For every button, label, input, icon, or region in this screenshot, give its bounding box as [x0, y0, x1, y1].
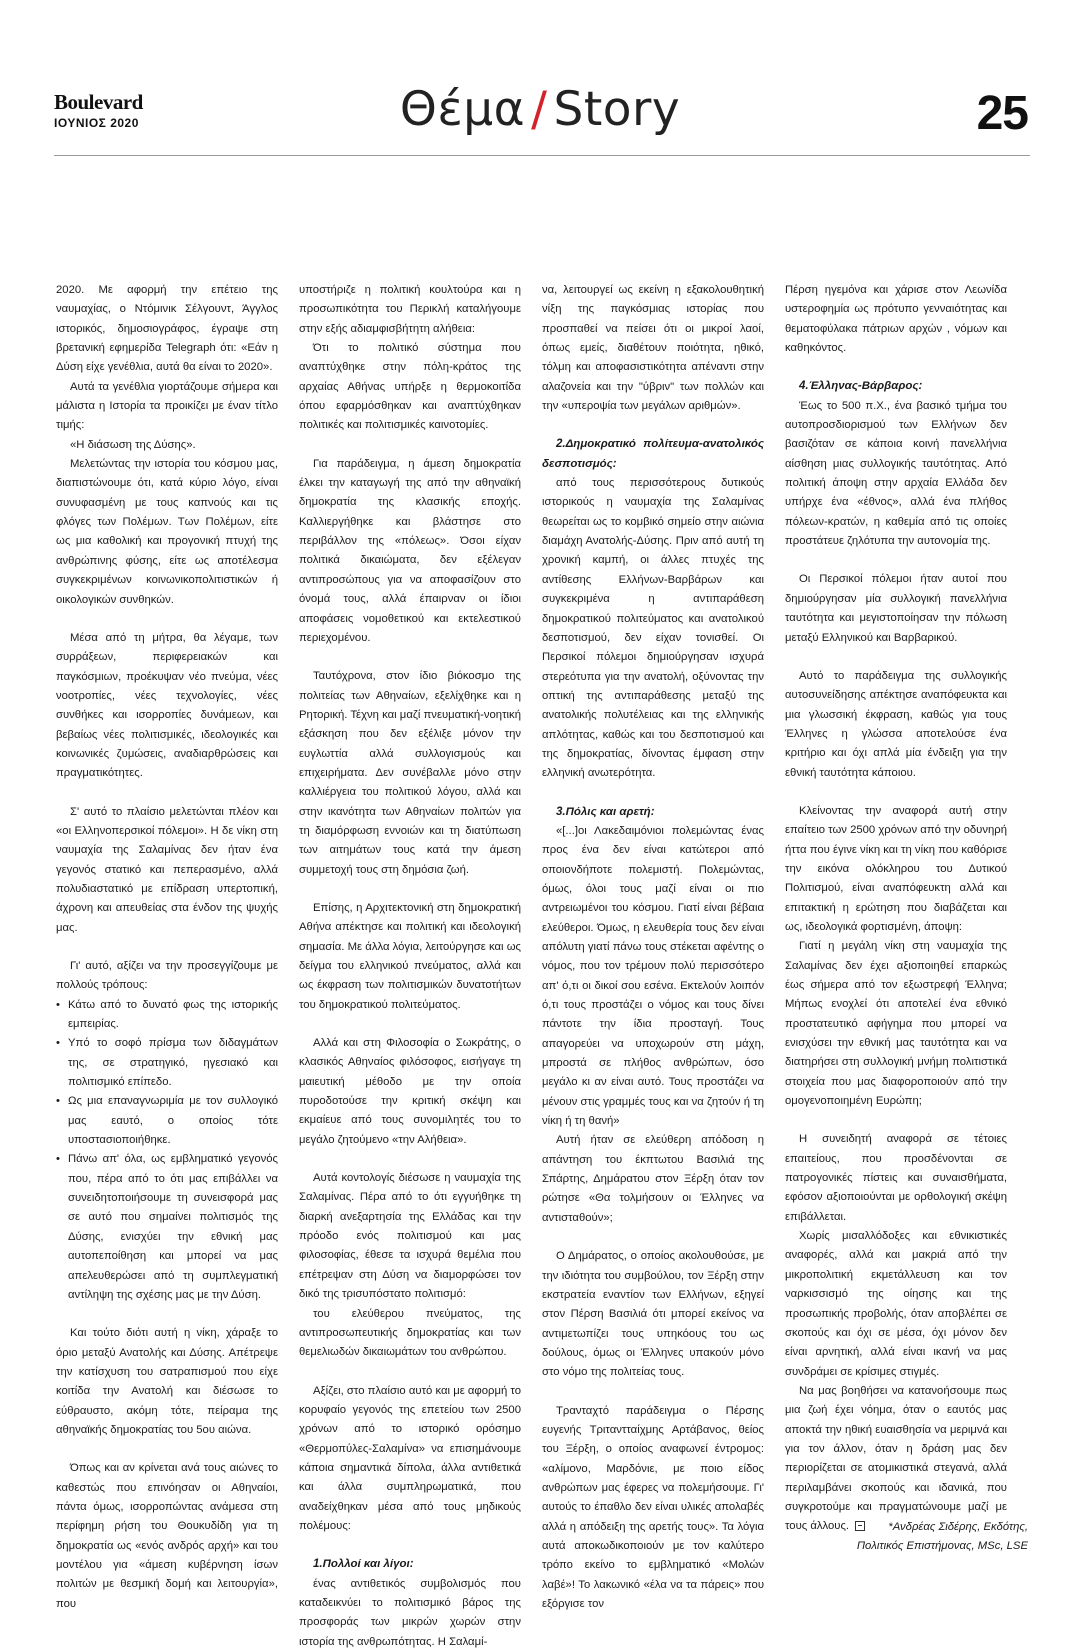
article-column-3: [542, 281, 764, 1614]
paragraph: Μέσα από τη μήτρα, θα λέγαμε, των συρράξεων, περιφερειακών και παγκόσμιων, προέκυψαν νέο πνεύμα, νέες νοοτροπίες, νέες τεχνολογίες, νέες συνθήκες και ισορροπίες δυνάμεων, και βεβαίως νέες πολιτισμικές, ιδεολογικές και κοινωνικές ζυμώσεις, αναδιαρθρώσεις και πραγματικότητες.: [56, 631, 278, 780]
article-column-1: [56, 281, 278, 1614]
article-column-2: [299, 281, 521, 1652]
paragraph: ένας αντιθετικός συμβολισμός που καταδεικνύει το πολιτισμικό βάρος της προσφοράς των μικρών χωρών στην ιστορία της ανθρωπότητας. Η Σαλαμί-: [299, 1577, 521, 1648]
paragraph: Έως το 500 π.Χ., ένα βασικό τμήμα του αυτοπροσδιορισμού των Ελλήνων δεν βασιζόταν σε κάποια κοινή πανελλήνια αίσθηση μιας συλλογικής ταυτότητας. Από πολιτική άποψη στην αρχαία Ελλάδα δεν υπήρχε ένα «έθνος», αλλά ένα πλήθος πόλεων-κρατών, η καθεμία από τις οποίες προστάτευε ζηλότυπα την αυτονομία της.: [785, 399, 1007, 548]
subheading: 1.Πολλοί και λίγοι:: [313, 1558, 414, 1571]
paragraph: Γιατί η μεγάλη νίκη στη ναυμαχία της Σαλαμίνας δεν έχει αξιοποιηθεί επαρκώς έως σήμερα από τον εξωστρεφή Έλληνα; Μήπως ενοχλεί ότι αποτελεί ένα εθνικό προστατευτικό αφήγημα που μπορεί να ενισχύσει την εθνική μας ταυτότητα και να διατηρήσει στη συλλογική μνήμη πολιτιστικά στοιχεία που μας διαφοροποιούν από την ομογενοποιημένη Ευρώπη;: [785, 940, 1007, 1108]
paragraph: Ότι το πολιτικό σύστημα που αναπτύχθηκε στην πόλη-κράτος της αρχαίας Αθήνας υπήρξε η θερμοκοιτίδα όπου εφαρμόσθηκαν και αναπτύχθηκαν πολιτικές και πολιτισμικές καινοτομίες.: [299, 342, 521, 432]
brand-logo: Boulevard: [54, 90, 143, 114]
bullet-item: • Υπό το σοφό πρίσμα των διδαγμάτων της, σε στρατηγικό, ηγεσιακό και πολιτισμικό επίπεδο.: [56, 1034, 278, 1092]
paragraph: Τρανταχτό παράδειγμα ο Πέρσης ευγενής Τριταντταίχμης Αρτάβανος, θείος του Ξέρξη, ο οποίος αναφωνεί έντρομος: «αλίμονο, Μαρδόνιε, με ποιο είδος ανθρώπων μας έφερες να πολεμήσουμε. Γι' αυτούς το έπαθλο δεν είναι υλικές απολαβές αλλά η απόδειξη της αρετής τους». Τα λόγια αυτά αποκωδικοποιούν με τον καλύτερο τρόπο εκείνο το εμβληματικό «Μολών λαβέ»! Το λακωνικό «έλα να τα πάρεις» που εξόργισε τον: [542, 1404, 764, 1610]
paragraph: Αυτό το παράδειγμα της συλλογικής αυτοσυνείδησης απέκτησε αναπόφευκτα και μια γλωσσική έκφραση, καθώς για τους Έλληνες η γλώσσα αποτελούσε ένα κριτήριο και όχι απλά μία ένδειξη για την εθνική ταυτότητα κάποιου.: [785, 669, 1007, 779]
author-title: Πολιτικός Επιστήμονας, MSc, LSE: [856, 1540, 1028, 1552]
paragraph: του ελεύθερου πνεύματος, της αντιπροσωπευτικής δημοκρατίας και των θεμελιωδών δικαιωμάτων του ανθρώπου.: [299, 1307, 521, 1359]
paragraph: Όπως και αν κρίνεται ανά τους αιώνες το καθεστώς που επινόησαν οι Αθηναίοι, πάντα όμως, ισορροπώντας ανάμεσα στη περίφημη ρήση του Θουκυδίδη για τη δημοκρατία ως «ενός ανδρός αρχή» και του μοντέλου για «άμεση κυβέρνηση ίσων πολιτών με θεσμική δομή και λειτουργία», που: [56, 1462, 278, 1610]
section-title-slash: /: [531, 82, 548, 137]
author-name: *Ανδρέας Σιδέρης, Εκδότης,: [888, 1521, 1028, 1533]
paragraph: από τους περισσότερους δυτικούς ιστορικούς η ναυμαχία της Σαλαμίνας θεωρείται ως το κομβικό σημείο στην αιώνια διαμάχη Ανατολής-Δύσης. Πριν από αυτή τη χρονική καμπή, οι άλλες πτυχές της αντίθεσης Ελλήνων-Βαρβάρων και συγκεκριμένα η αντιπαράθεση δημοκρατικού πολιτεύματος και ανατολικού δεσποτισμού, δεν είχαν τονισθεί. Οι Περσικοί πόλεμοι δημιούργησαν ισχυρά στερεότυπα για την ανατολή, οξύνοντας την οπτική της αντιπαράθεσης μεταξύ της ανατολικής πολυτέλειας και της ελληνικής απλότητας, καθώς και του δεσποτισμού και της δημοκρατίας, δίνοντας έμφαση στην ελληνική ανωτερότητα.: [542, 477, 764, 780]
paragraph: Μελετώντας την ιστορία του κόσμου μας, διαπιστώνουμε ότι, κατά κύριο λόγο, είναι συνυφασμένη με τους καπνούς και τις φλόγες των Πολέμων. Των Πολέμων, είτε ως μια καθολική και προγονική πτυχή της ανθρώπινης φύσης, είτε ως αποτέλεσμα συγκεκριμένων κοινωνικοπολιτιστικών ή οικολογικών συνθηκών.: [56, 458, 278, 606]
page-number: 25: [976, 87, 1028, 140]
paragraph: Κλείνοντας την αναφορά αυτή στην επαίτειο των 2500 χρόνων από την οδυνηρή ήττα που έγινε νίκη και τη νίκη που καθόρισε την εικόνα ολόκληρου του Δυτικού Πολιτισμού, είναι αναπόφευκτη αλλά και επιτακτική η ερώτηση που διαβάζεται και ως, ιδεολογικά φορτισμένη, άποψη:: [785, 804, 1007, 933]
paragraph: Επίσης, η Αρχιτεκτονική στη δημοκρατική Αθήνα απέκτησε και πολιτική και ιδεολογική σημασία. Με άλλα λόγια, λειτούργησε και ως δείγμα του ελληνικού πνεύματος, αλλά και ως έκφραση των πολιτισμικών δυνατοτήτων του δημοκρατικού πολιτεύματος.: [299, 901, 521, 1011]
paragraph: Χωρίς μισαλλόδοξες και εθνικιστικές αναφορές, αλλά και μακριά από την μικροπολιτική εκμετάλλευση και τον ναρκισσισμό της οίησης και της προσωπικής προβολής, όταν αποβλέπει σε σκοπούς και όχι σε μέσα, όχι μόνον δεν είναι αρνητική, αλλά είναι ικανή να μας συνδράμει σε κρίσιμες στιγμές.: [785, 1230, 1007, 1378]
paragraph: Αξίζει, στο πλαίσιο αυτό και με αφορμή το κορυφαίο γεγονός της επετείου των 2500 χρόνων από το ιστορικό ορόσημο «Θερμοπύλες-Σαλαμίνα» να επισημάνουμε κάποια σημαντικά δίπολα, άλλα αντιθετικά και άλλα συμπληρωματικά, που αναδείχθηκαν μέσα από τους μηδικούς πολέμους:: [299, 1384, 521, 1532]
subheading: 4.Έλληνας-Βάρβαρος:: [799, 380, 923, 393]
header-divider: [54, 155, 1030, 156]
paragraph: «[...]οι Λακεδαιμόνιοι πολεμώντας ένας προς ένα δεν είναι κατώτεροι από οποιονδήποτε πολεμιστή. Πολεμώντας, όμως, όλοι τους μαζί είναι οι πιο αντρειωμένοι του κόσμου. Γιατί είναι βέβαια ελεύθεροι. Όμως, η ελευθερία τους δεν είναι απόλυτη γιατί πάνω τους στέκεται αφέντης ο νόμος, που τον τρέμουν πολύ περισσότερο απ' ό,τι οι δικοί σου εσένα. Εκτελούν λοιπόν ό,τι τους προστάζει ο νόμος και τους δίνει πάντοτε την ίδια προσταγή. Τους απαγορεύει να υποχωρούν στη μάχη, μπροστά σε πλήθος ανθρώπων, όσο μεγάλο κι αν είναι αυτό. Τους προστάζει να μένουν στις γραμμές τους και να ζητούν ή τη νίκη ή τη θανή»: [542, 824, 764, 1128]
bullet-list: [56, 996, 278, 1306]
bullet-item: • Ως μια επαναγνωριμία με τον συλλογικό μας εαυτό, ο οποίος τότε υποστασιοποιήθηκε.: [56, 1092, 278, 1150]
paragraph: υποστήριζε η πολιτική κουλτούρα και η προσωπικότητα του Περικλή καταλήγουμε στην εξής αδιαμφισβήτητη αλήθεια:: [299, 284, 521, 335]
paragraph: Αλλά και στη Φιλοσοφία ο Σωκράτης, ο κλασικός Αθηναίος φιλόσοφος, εισήγαγε τη μαιευτική μέθοδο με την οποία πυροδοτούσε την κριτική σκέψη και εκμαίευε από τους συνομιλητές του το μεγάλο ζητούμενο «την Αλήθεια».: [299, 1037, 521, 1146]
bullet-item: • Πάνω απ' όλα, ως εμβληματικό γεγονός που, πέρα από το ότι μας επιβάλλει να συνειδητοποιήσουμε τη συνεισφορά μας σε αυτό που σημαίνει πολιτισμός της Δύσης, ενισχύει την εθνική μας αυτοπεποίθηση και μπορεί να μας απελευθερώσει από τη συμπλεγματική αντίληψη της σχέσης μας με την Δύση.: [56, 1150, 278, 1305]
paragraph: Πέρση ηγεμόνα και χάρισε στον Λεωνίδα υστεροφημία ως πρότυπο γενναιότητας και θεματοφύλακα πάτριων αρχών , νόμων και καθηκόντος.: [785, 284, 1007, 355]
paragraph: Αυτά κοντολογίς διέσωσε η ναυμαχία της Σαλαμίνας. Πέρα από το ότι εγγυήθηκε τη διαρκή ανεξαρτησία της Ελλάδας και την πρόοδο ενός πολιτισμού και μας φιλοσοφίας, έθεσε τα ισχυρά θεμέλια που επέτρεψαν στη Δύση να διαμορφώσει τον δικό της τρισυπόστατο πολιτισμό:: [299, 1172, 521, 1301]
bullet-item: • Κάτω από το δυνατό φως της ιστορικής εμπειρίας.: [56, 996, 278, 1035]
article-column-4: [785, 281, 1007, 1537]
paragraph: Η συνειδητή αναφορά σε τέτοιες επαιτείους, που προσδένονται σε πατρογονικές πίστεις και συναισθήματα, εφόσον αξιοποιούνται με ορθολογική σκέψη επιβάλλεται.: [785, 1133, 1007, 1223]
section-title-right: Story: [553, 82, 681, 137]
paragraph: Γι' αυτό, αξίζει να την προσεγγίζουμε με πολλούς τρόπους:: [56, 960, 278, 992]
subheading: 2.Δημοκρατικό πολίτευμα-ανατολικός δεσποτισμός:: [542, 438, 764, 470]
subheading: 3.Πόλις και αρετή:: [556, 805, 655, 818]
paragraph: Σ' αυτό το πλαίσιο μελετώνται πλέον και «οι Ελληνοπερσικοί πόλεμοι». Η δε νίκη στη ναυμαχία της Σαλαμίνας δεν ήταν ένα γεγονός στατικό και πεπερασμένο, αλλά πολυδιαστατικό με επίδραση υπερτοπική, άχρονη και απευθείας στα ένδον της ψυχής μας.: [56, 805, 278, 934]
paragraph: Να μας βοηθήσει να κατανοήσουμε πως μια ζωή έχει νόημα, όταν ο εαυτός μας αποκτά την ηθική ευαισθησία να μεριμνά και για τον άλλον, όταν η δράση μας δεν περιορίζεται σε ατομικιστικά στεγανά, αλλά περιλαμβάνει σκοπούς και ιδανικά, που συγκροτούμε και πραγματώνουμε μαζί με τους άλλους.: [785, 1384, 1007, 1533]
paragraph: Και τούτο διότι αυτή η νίκη, χάραξε το όριο μεταξύ Ανατολής και Δύσης. Απέτρεψε την κατίσχυση του σατραπισμού που είχε κοιτίδα την Ανατολή και διέσωσε το εύθραυστο, ακόμη τότε, πείραμα της αθηναϊκής δημοκρατίας του 5ου αιώνα.: [56, 1327, 278, 1436]
paragraph: 2020. Με αφορμή την επέτειο της ναυμαχίας, ο Ντόμινικ Σέλγουντ, Άγγλος ιστορικός, δημοσιογράφος, έγραψε στη βρετανική εφημερίδα Telegraph ότι: «Εάν η Δύση είχε γενέθλια, αυτά θα είναι το 2020».: [56, 284, 278, 374]
paragraph: Για παράδειγμα, η άμεση δημοκρατία έλκει την καταγωγή της από την αθηναϊκή δημοκρατία της κλασικής εποχής. Καλλιεργήθηκε και βλάστησε στο περιβάλλον της «πόλεως». Όσοι είχαν πολιτικά δικαιώματα, δεν εξέλεγαν αντιπροσώπους για να αποφασίζουν στο όνομά τους, αλλά έπαιρναν οι ίδιοι αποφάσεις νομοθετικού και εκτελεστικού περιεχομένου.: [299, 457, 521, 644]
section-title-left: Θέμα: [399, 82, 526, 137]
issue-date: ΙΟΥΝΙΟΣ 2020: [54, 116, 139, 130]
paragraph: Οι Περσικοί πόλεμοι ήταν αυτοί που δημιούργησαν μία συλλογική πανελλήνια ταυτότητα και μεγιστοποίησαν την πόλωση μεταξύ Ελληνικού και Βαρβαρικού.: [785, 573, 1007, 644]
paragraph: «Η διάσωση της Δύσης».: [70, 438, 196, 451]
paragraph: Αυτά τα γενέθλια γιορτάζουμε σήμερα και μάλιστα η Ιστορία τα προικίζει με έναν τίτλο τιμής:: [56, 380, 278, 432]
paragraph: Ο Δημάρατος, ο οποίος ακολουθούσε, με την ιδιότητα του συμβούλου, τον Ξέρξη στην εκστρατεία εναντίον των Ελλήνων, εξηγεί στον Πέρση Βασιλιά ότι μπορεί εκείνος να αντιμετωπίζει τους υπηκόους του ως δούλους, όμως οι Έλληνες υπακούν μόνο στο νόμο της πολιτείας τους.: [542, 1250, 764, 1379]
paragraph: Ταυτόχρονα, στον ίδιο βιόκοσμο της πολιτείας των Αθηναίων, εξελίχθηκε και η Ρητορική. Τέχνη και μαζί πνευματική-νοητική εξάσκηση που δεν εξέλιξε μόνον την ευγλωττία αλλά συλλογισμούς και επιχειρήματα. Δεν συνέβαλλε μόνο στην καλλιέργεια του πολιτικού λόγου, αλλά και στην ικανότητα των Αθηναίων πολιτών για τη διαμόρφωση εννοιών και τη διατύπωση των αιτημάτων τους κατά την άμεση συμμετοχή τους στη δημόσια ζωή.: [299, 670, 521, 876]
author-credit: [857, 1518, 1028, 1556]
paragraph: να, λειτουργεί ως εκείνη η εξακολουθητική νίξη της παγκόσμιας ιστορίας που προσπαθεί να πείσει ότι οι μικροί λαοί, όπως εμείς, διαθέτουν ποιότητα, ηθικό, τόλμη και αποφασιστικότητα απέναντι στην αλαζονεία και την "ύβριν" των πολλών και την «υπεροψία των μεγάλων αριθμών».: [542, 284, 764, 413]
section-title: [0, 82, 1080, 137]
paragraph: Αυτή ήταν σε ελεύθερη απόδοση η απάντηση του έκπτωτου Βασιλιά της Σπάρτης, Δημάρατου στον Ξέρξη όταν τον ρώτησε «Θα τολμήσουν οι Έλληνες να αντισταθούν»;: [542, 1134, 764, 1224]
